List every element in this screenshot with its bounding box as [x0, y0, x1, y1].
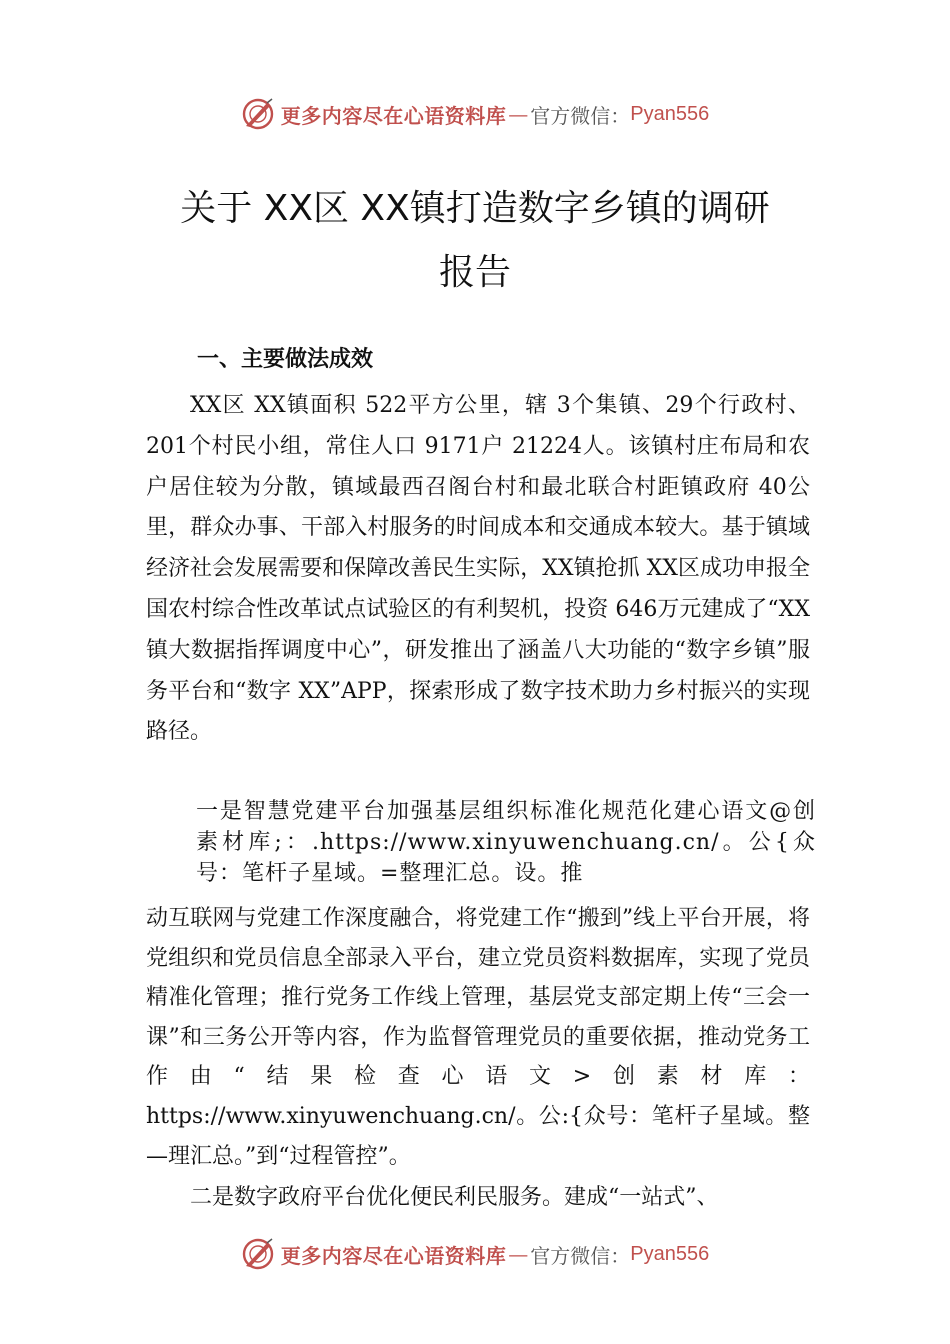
quill-pen-logo-icon: [241, 97, 275, 131]
bottom-banner: [0, 1234, 950, 1274]
top-banner: [0, 94, 950, 134]
banner-wechat-id: Pyan556: [630, 1242, 710, 1265]
document-title-line2: 报告: [438, 252, 511, 293]
quill-pen-logo-icon: [241, 1237, 275, 1271]
body-paragraph: 动互联网与党建工作深度融合，将党建工作“搬到”线上平台开展，将党组织和党员信息全部录入平台，建立党员资料数据库，实现了党员精准化管理；推行党务工作线上管理，基层党支部定期上传“三会一课”和三务公开等内容，作为监督管理党员的重要依据，推动党务工作由“结果检查心语文>创素材库：https://www.xinyuwenchuang.cn/。公:{众号：笔杆子星域。整—理汇总。”到“过程管控”。: [146, 906, 810, 1169]
banner-dash: —: [508, 102, 529, 126]
banner-wechat-label: 官方微信：: [530, 103, 631, 128]
banner-dash: —: [508, 1242, 529, 1266]
banner-site-text: 更多内容尽在心语资料库: [280, 1243, 507, 1268]
banner-site-text: 更多内容尽在心语资料库: [280, 103, 507, 128]
body-paragraph: 一是智慧党建平台加强基层组织标准化规范化建心语文@创素材库;：.https://www.xinyuwenchuang.cn/。公{众号：笔杆子星域。=整理汇总。设。推: [196, 799, 816, 886]
body-paragraph: XX区 XX镇面积 522平方公里，辖 3个集镇、29个行政村、201个村民小组，常住人口 9171户 21224人。该镇村庄布局和农户居住较为分散，镇域最西召阁台村和最北联合村距镇政府 40公里，群众办事、干部入村服务的时间成本和交通成本较大。基于镇域经济社会发展需要和保障改善民生实际，XX镇抢抓 XX区成功申报全国农村综合性改革试点试验区的有利契机，投资 646万元建成了“XX镇大数据指挥调度中心”，研发推出了涵盖八大功能的“数字乡镇”服务平台和“数字 XX”APP，探索形成了数字技术助力乡村振兴的实现路径。: [146, 393, 810, 745]
section-heading: 一、主要做法成效: [197, 347, 374, 372]
banner-wechat-label: 官方微信：: [530, 1243, 631, 1268]
document-title-line1: 关于 XX区 XX镇打造数字乡镇的调研: [180, 188, 770, 229]
body-paragraph: 二是数字政府平台优化便民利民服务。建成“一站式”、: [190, 1185, 719, 1210]
banner-wechat-id: Pyan556: [630, 102, 710, 125]
